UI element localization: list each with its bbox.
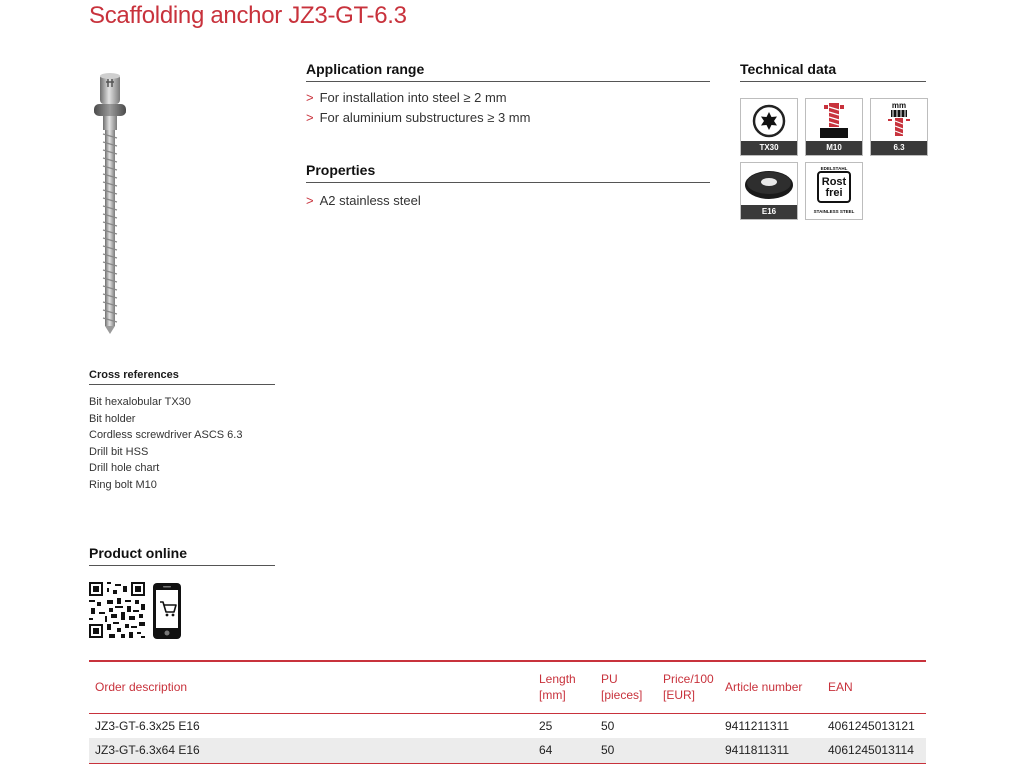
cell-ean: 4061245013121 — [828, 718, 915, 733]
cell-price — [659, 738, 721, 763]
technical-data-heading: Technical data — [740, 61, 926, 82]
qr-code-icon[interactable] — [89, 582, 145, 638]
chevron-right-icon: > — [306, 110, 314, 125]
svg-text:STAINLESS STEEL: STAINLESS STEEL — [813, 209, 855, 214]
order-table — [89, 660, 926, 764]
cell-length: 25 — [539, 718, 553, 733]
application-range-list — [306, 88, 530, 128]
table-row[interactable] — [89, 713, 926, 738]
column-header-description: Order description — [95, 680, 188, 695]
cell-pu: 50 — [601, 743, 615, 758]
cross-references-heading: Cross references — [89, 369, 275, 385]
cross-reference-item[interactable]: Ring bolt M10 — [89, 478, 157, 491]
column-header-article: Article number — [725, 680, 803, 695]
screw-product-image — [89, 72, 131, 334]
cell-length: 64 — [539, 743, 553, 758]
cell-ean: 4061245013114 — [828, 743, 914, 758]
cross-reference-item[interactable]: Cordless screwdriver ASCS 6.3 — [89, 429, 243, 442]
table-row[interactable] — [89, 738, 926, 763]
cell-description: JZ3-GT-6.3x25 E16 — [95, 718, 200, 733]
properties-list — [306, 191, 421, 211]
properties-heading: Properties — [306, 162, 710, 183]
column-header-price: Price/100 [EUR] — [663, 672, 714, 703]
cross-reference-item[interactable]: Bit holder — [89, 412, 136, 425]
svg-text:mm: mm — [891, 101, 907, 110]
cell-article: 9411211311 — [725, 718, 790, 733]
cell-description: JZ3-GT-6.3x64 E16 — [95, 743, 200, 758]
washer-icon: E16 — [740, 162, 798, 220]
column-header-ean: EAN — [828, 680, 853, 695]
cell-article: 9411811311 — [725, 743, 790, 758]
torx-drive-icon: TX30 — [740, 98, 798, 156]
application-range-heading: Application range — [306, 61, 710, 82]
column-header-length: Length [mm] — [539, 672, 576, 703]
thread-m10-icon: M10 — [805, 98, 863, 156]
cell-pu: 50 — [601, 718, 615, 733]
cross-reference-item[interactable]: Bit hexalobular TX30 — [89, 396, 191, 408]
svg-text:EDELSTAHL: EDELSTAHL — [820, 166, 848, 171]
cross-reference-item[interactable]: Drill bit HSS — [89, 445, 149, 458]
cell-price — [659, 713, 721, 738]
cross-reference-item[interactable]: Drill hole chart — [89, 462, 160, 475]
list-item: > For aluminium substructures ≥ 3 mm — [306, 110, 531, 125]
mobile-shop-icon[interactable] — [152, 582, 182, 640]
svg-text:Rost: Rost — [821, 176, 847, 188]
table-header-row — [89, 661, 926, 713]
product-online-heading: Product online — [89, 545, 275, 566]
column-header-pu: PU [pieces] — [601, 672, 643, 703]
list-item: > A2 stainless steel — [306, 193, 421, 208]
list-item: > For installation into steel ≥ 2 mm — [306, 90, 507, 105]
thread-diameter-icon: mm 6.3 — [870, 98, 928, 156]
chevron-right-icon: > — [306, 90, 314, 105]
rostfrei-stainless-icon — [805, 162, 863, 220]
chevron-right-icon: > — [306, 193, 314, 208]
svg-text:frei: frei — [825, 187, 843, 199]
page-title: Scaffolding anchor JZ3-GT-6.3 — [89, 2, 407, 29]
cross-references-list — [89, 394, 242, 494]
